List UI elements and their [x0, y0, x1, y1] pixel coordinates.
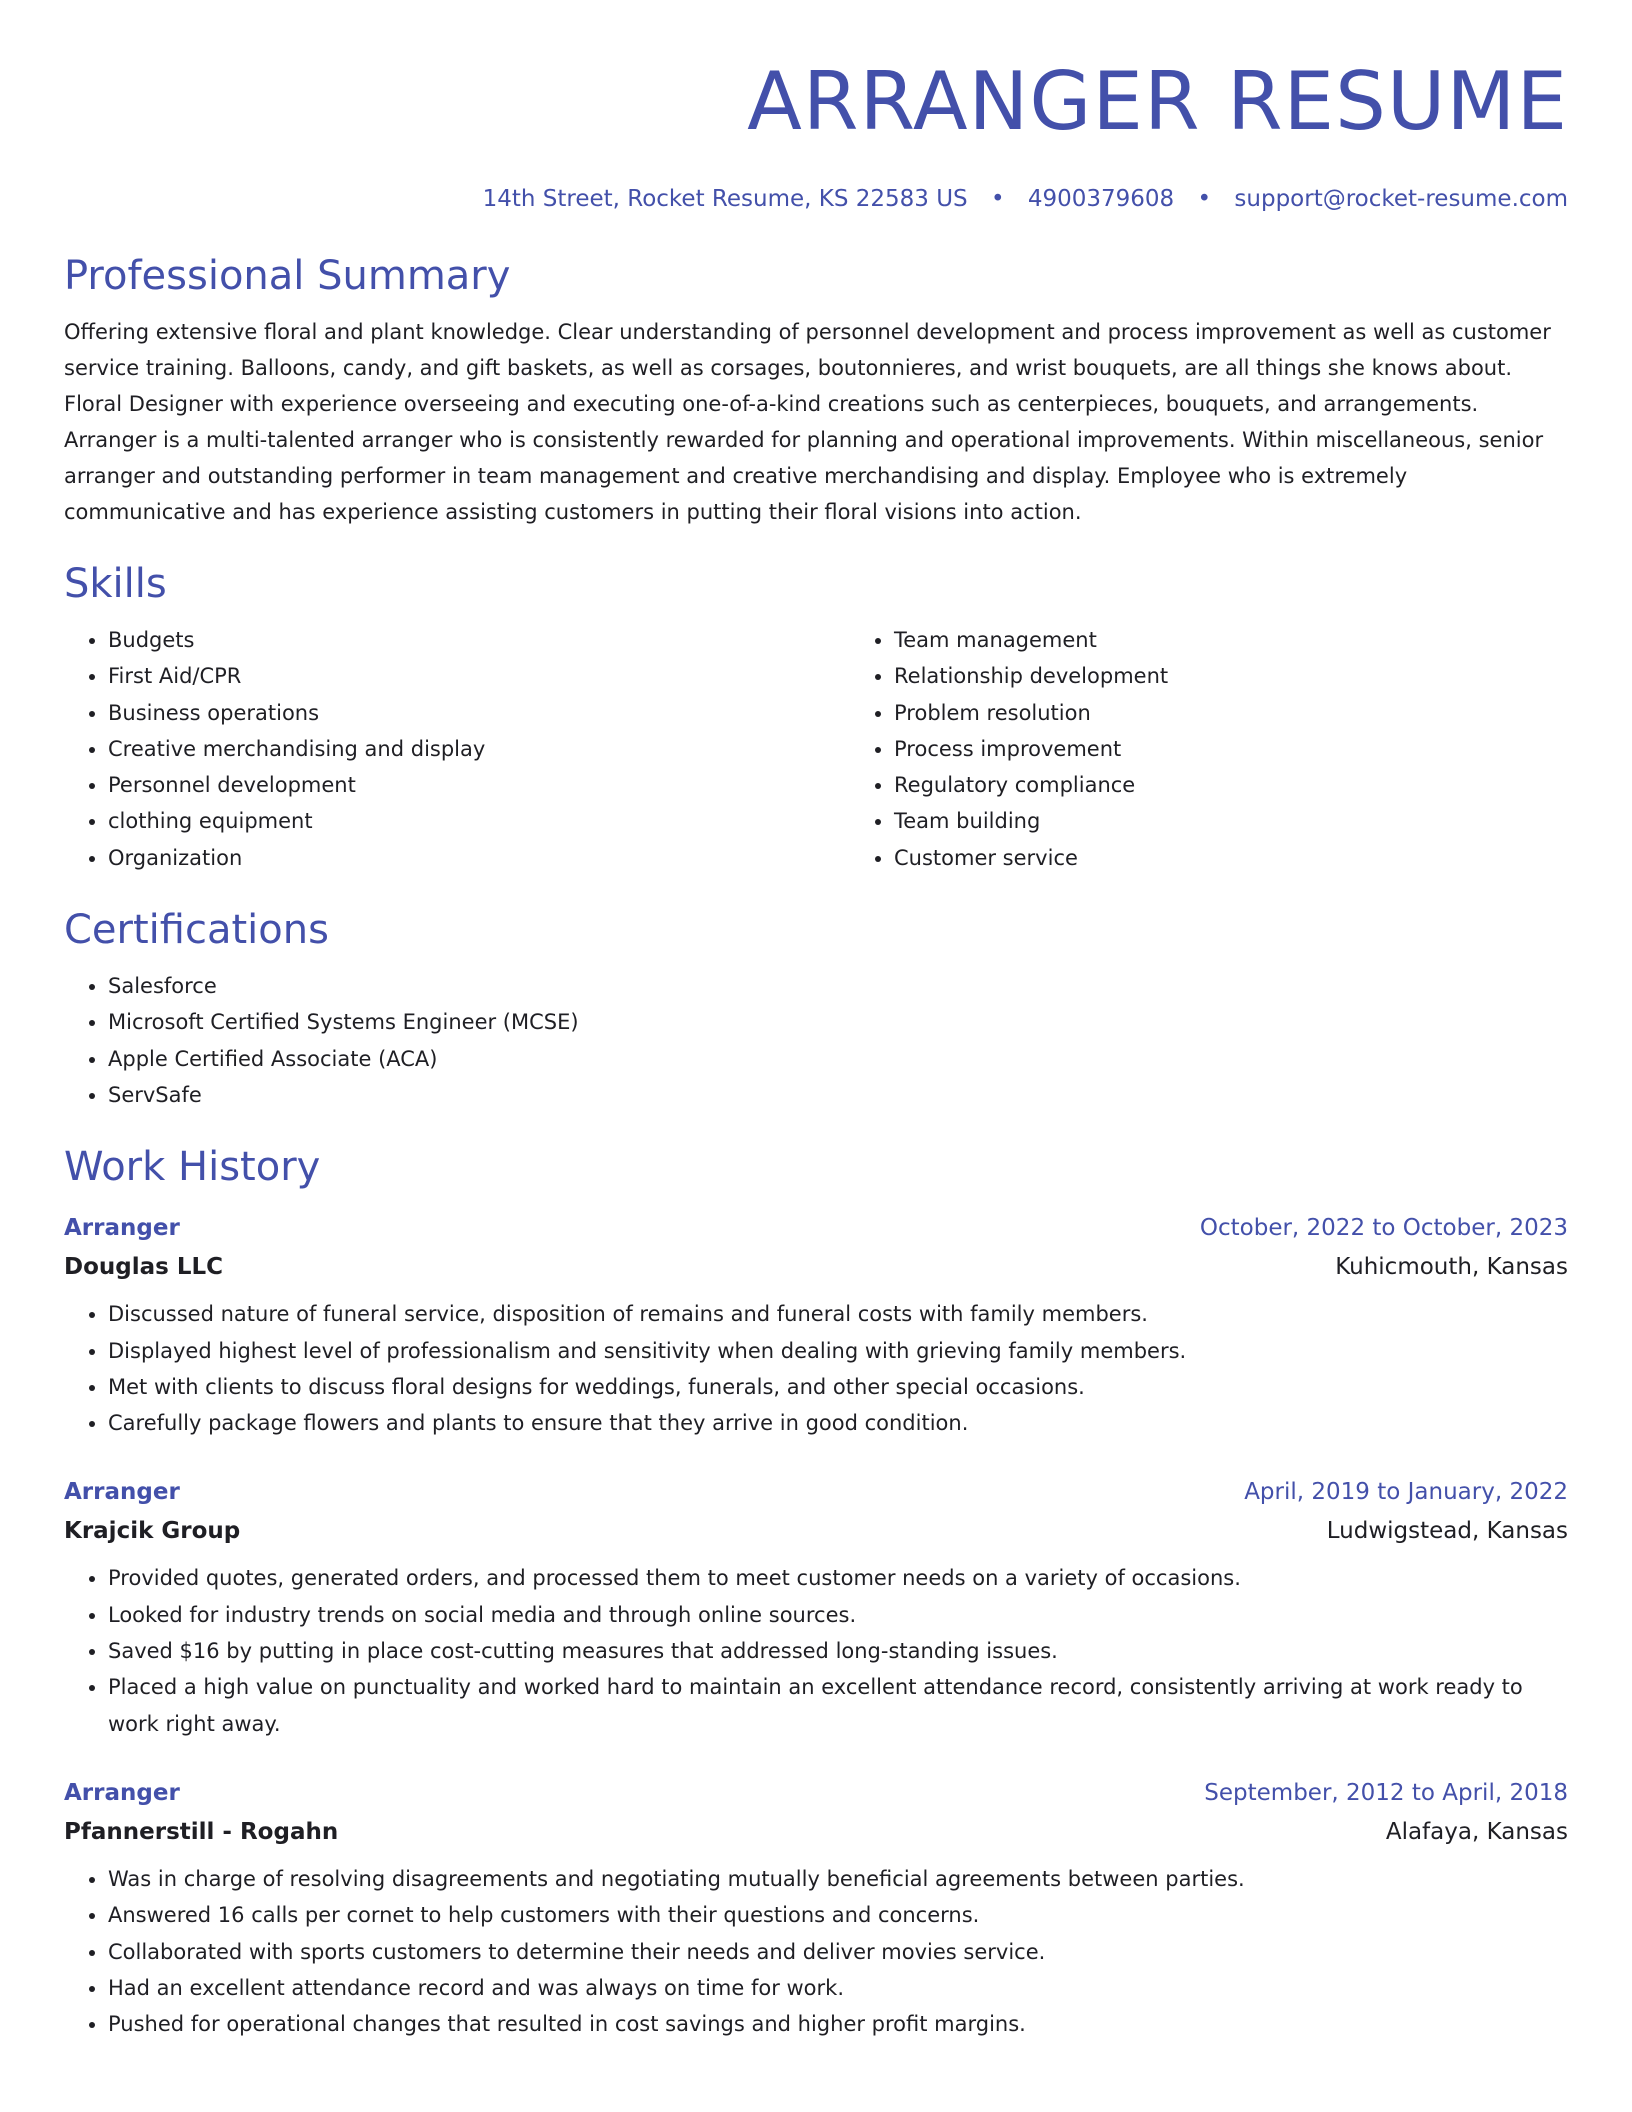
work-history-section — [64, 1141, 1568, 2042]
skill-item: • First Aid/CPR — [108, 658, 850, 694]
job-dates: September, 2012 to April, 2018 — [1204, 1779, 1568, 1806]
job-duty: • Placed a high value on punctuality and worked hard to maintain an excellent attendance record, consistently arriving at work ready to work right away. — [108, 1669, 1568, 1742]
skill-item: • Business operations — [108, 695, 850, 731]
contact-line — [64, 184, 1568, 214]
certification-item: • Apple Certified Associate (ACA) — [108, 1041, 1568, 1077]
job-duty: • Had an excellent attendance record and was always on time for work. — [108, 1970, 1568, 2006]
skills-list-left — [64, 622, 850, 876]
skill-item: • Regulatory compliance — [894, 767, 1168, 803]
job-duty: • Discussed nature of funeral service, disposition of remains and funeral costs with family members. — [108, 1296, 1568, 1332]
section-title: Work History — [64, 1144, 321, 1191]
professional-summary-section — [64, 250, 1568, 530]
job-entry — [64, 1213, 1568, 1441]
job-duty: • Answered 16 calls per cornet to help customers with their questions and concerns. — [108, 1897, 1568, 1933]
job-duty: • Was in charge of resolving disagreements and negotiating mutually beneficial agreements between parties. — [108, 1861, 1568, 1897]
job-duty: • Displayed highest level of professionalism and sensitivity when dealing with grieving family members. — [108, 1333, 1568, 1369]
certification-item: • Salesforce — [108, 968, 1568, 1004]
skill-item: • Team building — [894, 803, 1168, 839]
section-title: Certifications — [64, 907, 329, 954]
job-entry — [64, 1778, 1568, 2042]
resume-header — [64, 54, 1568, 214]
section-title: Professional Summary — [64, 253, 511, 299]
job-location: Alafaya, Kansas — [1385, 1818, 1568, 1845]
certification-item: • Microsoft Certified Systems Engineer (MCSE) — [108, 1004, 1568, 1040]
job-employer-row — [64, 1817, 1568, 1847]
job-title: Arranger — [64, 1479, 180, 1506]
job-company: Krajcik Group — [64, 1518, 241, 1545]
job-company: Douglas LLC — [64, 1254, 224, 1281]
job-header-row — [64, 1477, 1568, 1507]
job-dates: April, 2019 to January, 2022 — [1244, 1479, 1568, 1506]
job-header-row — [64, 1778, 1568, 1808]
job-duty: • Collaborated with sports customers to determine their needs and deliver movies service. — [108, 1934, 1568, 1970]
skill-item: • Team management — [894, 622, 1168, 658]
contact-separator: • — [1197, 186, 1212, 212]
skills-grid — [64, 610, 1568, 876]
certification-item: • ServSafe — [108, 1077, 1568, 1113]
job-header-row — [64, 1213, 1568, 1243]
job-employer-row — [64, 1516, 1568, 1546]
job-duty: • Pushed for operational changes that resulted in cost savings and higher profit margins. — [108, 2006, 1568, 2042]
contact-separator: • — [990, 186, 1005, 212]
job-company: Pfannerstill - Rogahn — [64, 1818, 339, 1845]
job-employer-row — [64, 1252, 1568, 1282]
contact-phone: 4900379608 — [1027, 186, 1175, 212]
job-duties-list — [64, 1296, 1568, 1441]
skill-item: • Customer service — [894, 840, 1168, 876]
job-duty: • Met with clients to discuss floral designs for weddings, funerals, and other special occasions. — [108, 1369, 1568, 1405]
job-duty: • Saved $16 by putting in place cost-cutting measures that addressed long-standing issues. — [108, 1633, 1568, 1669]
job-entry — [64, 1477, 1568, 1741]
skills-list-right — [850, 622, 1168, 876]
skill-item: • Relationship development — [894, 658, 1168, 694]
job-duty: • Provided quotes, generated orders, and processed them to meet customer needs on a variety of occasions. — [108, 1560, 1568, 1596]
job-title: Arranger — [64, 1779, 180, 1806]
job-duties-list — [64, 1861, 1568, 2042]
skill-item: • clothing equipment — [108, 803, 850, 839]
skill-item: • Creative merchandising and display — [108, 731, 850, 767]
skill-item: • Process improvement — [894, 731, 1168, 767]
contact-address: 14th Street, Rocket Resume, KS 22583 US — [482, 186, 968, 212]
job-duty: • Carefully package flowers and plants to ensure that they arrive in good condition. — [108, 1405, 1568, 1441]
skill-item: • Personnel development — [108, 767, 850, 803]
skills-section — [64, 558, 1568, 876]
resume-name: ARRANGER RESUME — [747, 55, 1568, 148]
certifications-section — [64, 904, 1568, 1113]
contact-email: support@rocket-resume.com — [1234, 186, 1568, 212]
job-location: Ludwigstead, Kansas — [1326, 1518, 1568, 1545]
job-location: Kuhicmouth, Kansas — [1335, 1254, 1568, 1281]
section-title: Skills — [64, 561, 167, 607]
skill-item: • Problem resolution — [894, 695, 1168, 731]
job-duty: • Looked for industry trends on social media and through online sources. — [108, 1597, 1568, 1633]
job-title: Arranger — [64, 1215, 180, 1242]
job-dates: October, 2022 to October, 2023 — [1199, 1215, 1568, 1242]
skill-item: • Budgets — [108, 622, 850, 658]
skill-item: • Organization — [108, 840, 850, 876]
job-duties-list — [64, 1560, 1568, 1741]
summary-text: Offering extensive floral and plant knowledge. Clear understanding of personnel development and process improvement as well as customer service training. Balloons, candy, and gift baskets, as well as corsages, boutonnieres, and wrist bouquets, are all things she knows about. Floral Designer with experience overseeing and executing one-of-a-kind creations such as centerpieces, bouquets, and arrangements. Arranger is a multi-talented arranger who is consistently rewarded for planning and operational improvements. Within miscellaneous, senior arranger and outstanding performer in team management and creative merchandising and display. Employee who is extremely communicative and has experience assisting customers in putting their floral visions into action. — [64, 320, 1551, 524]
certifications-list — [64, 968, 1568, 1113]
